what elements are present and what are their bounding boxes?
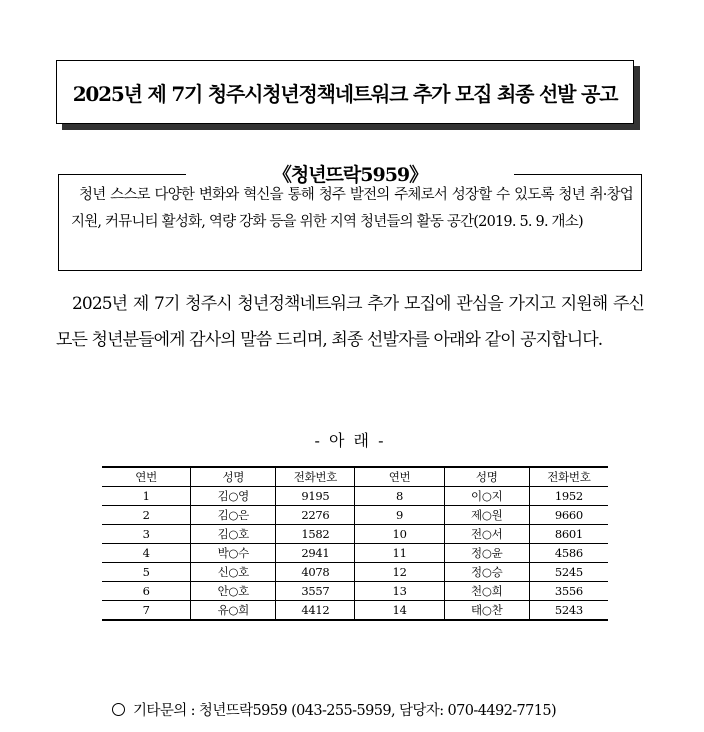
header-name: 성명: [444, 467, 529, 487]
cell-name: 김○영: [191, 487, 276, 506]
cell-phone: 8601: [529, 525, 608, 544]
cell-name: 안○호: [191, 582, 276, 601]
table-row: [102, 601, 608, 621]
cell-number: 2: [102, 506, 191, 525]
table-row: [102, 582, 608, 601]
cell-number: 8: [355, 487, 444, 506]
announcement-body: [56, 286, 644, 358]
below-label: - 아 래 -: [314, 431, 386, 450]
cell-name: 신○호: [191, 563, 276, 582]
cell-phone: 4078: [276, 563, 355, 582]
cell-phone: 2941: [276, 544, 355, 563]
title-banner: [56, 60, 634, 126]
cell-number: 14: [355, 601, 444, 621]
cell-phone: 4412: [276, 601, 355, 621]
table-row: [102, 544, 608, 563]
cell-number: 5: [102, 563, 191, 582]
table-row: [102, 506, 608, 525]
cell-phone: 1582: [276, 525, 355, 544]
intro-heading: 《청년뜨락5959》: [272, 164, 428, 186]
table-header-row: [102, 467, 608, 487]
contact-footer: [112, 699, 672, 720]
header-name: 성명: [191, 467, 276, 487]
cell-name: 김○호: [191, 525, 276, 544]
header-number: 연번: [102, 467, 191, 487]
cell-phone: 5243: [529, 601, 608, 621]
header-phone: 전화번호: [276, 467, 355, 487]
intro-box: [58, 174, 642, 271]
table-row: [102, 563, 608, 582]
selection-table: [102, 466, 608, 621]
announcement-text: 2025년 제 7기 청주시 청년정책네트워크 추가 모집에 관심을 가지고 지원해 주신 모든 청년분들에게 감사의 말씀 드리며, 최종 선발자를 아래와 같이 공지합니다.: [56, 294, 644, 350]
cell-name: 김○은: [191, 506, 276, 525]
cell-name: 유○희: [191, 601, 276, 621]
intro-text: 청년 스스로 다양한 변화와 혁신을 통해 청주 발전의 주체로서 성장할 수 있도록 청년 취·창업 지원, 커뮤니티 활성화, 역량 강화 등을 위한 지역 청년들의 활동 공간(2019. 5. 9. 개소): [71, 187, 633, 230]
cell-name: 이○지: [444, 487, 529, 506]
cell-phone: 9660: [529, 506, 608, 525]
cell-number: 11: [355, 544, 444, 563]
cell-name: 제○원: [444, 506, 529, 525]
cell-name: 전○서: [444, 525, 529, 544]
cell-number: 1: [102, 487, 191, 506]
cell-number: 7: [102, 601, 191, 621]
header-number: 연번: [355, 467, 444, 487]
cell-number: 3: [102, 525, 191, 544]
cell-phone: 3557: [276, 582, 355, 601]
header-phone: 전화번호: [529, 467, 608, 487]
cell-phone: 3556: [529, 582, 608, 601]
cell-name: 천○희: [444, 582, 529, 601]
cell-number: 9: [355, 506, 444, 525]
cell-number: 10: [355, 525, 444, 544]
contact-text: 기타문의 : 청년뜨락5959 (043-255-5959, 담당자: 070-4492-7715): [133, 703, 557, 719]
cell-number: 4: [102, 544, 191, 563]
circle-icon: [112, 703, 125, 716]
cell-name: 정○윤: [444, 544, 529, 563]
cell-phone: 2276: [276, 506, 355, 525]
cell-name: 태○찬: [444, 601, 529, 621]
cell-phone: 4586: [529, 544, 608, 563]
cell-number: 6: [102, 582, 191, 601]
table-row: [102, 487, 608, 506]
cell-phone: 9195: [276, 487, 355, 506]
cell-number: 12: [355, 563, 444, 582]
cell-phone: 5245: [529, 563, 608, 582]
cell-name: 정○승: [444, 563, 529, 582]
cell-name: 박○수: [191, 544, 276, 563]
cell-number: 13: [355, 582, 444, 601]
cell-phone: 1952: [529, 487, 608, 506]
table-row: [102, 525, 608, 544]
page-title: 2025년 제 7기 청주시청년정책네트워크 추가 모집 최종 선발 공고: [56, 60, 634, 124]
